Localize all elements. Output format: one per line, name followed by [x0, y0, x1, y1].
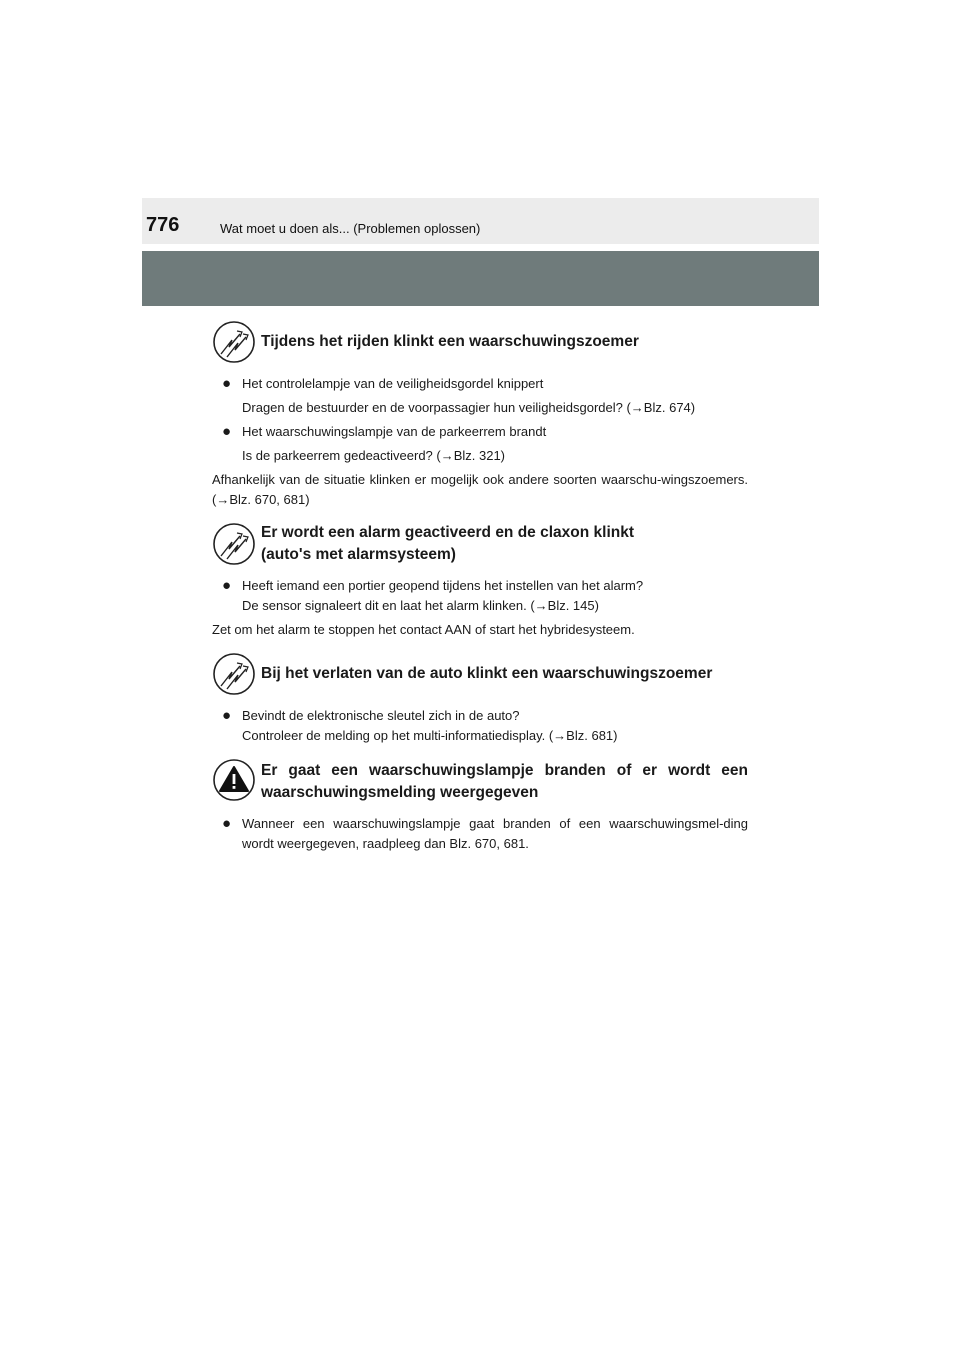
bullet-icon: ● — [222, 815, 232, 832]
section-alarm — [212, 522, 748, 640]
warning-triangle-icon — [212, 758, 256, 802]
buzzer-icon — [212, 320, 256, 364]
item-heading: Het controlelampje van de veiligheidsgordel knippert — [242, 376, 544, 391]
page-header — [142, 198, 819, 244]
heading-line: Er wordt een alarm geactiveerd en de claxon klinkt — [261, 524, 634, 541]
section-header — [212, 522, 748, 566]
item-detail: Dragen de bestuurder en de voorpassagier hun veiligheidsgordel? (→Blz. 674) — [242, 400, 696, 415]
section-leaving-buzzer — [212, 652, 748, 746]
section-heading: Tijdens het rijden klinkt een waarschuwingszoemer — [261, 333, 639, 350]
heading-line: (auto's met alarmsysteem) — [261, 546, 456, 563]
list-item — [212, 706, 748, 746]
section-driving-buzzer — [212, 320, 748, 510]
section-note: Zet om het alarm te stoppen het contact AAN of start het hybridesysteem. — [212, 622, 635, 637]
content — [212, 320, 748, 866]
section-header — [212, 652, 748, 696]
section-heading — [261, 522, 634, 566]
section-heading: Er gaat een waarschuwingslampje branden of er wordt een waarschuwingsmelding weergegeven — [261, 762, 748, 801]
item-heading: Heeft iemand een portier geopend tijdens het instellen van het alarm? — [242, 578, 644, 593]
buzzer-icon — [212, 522, 256, 566]
item-detail: De sensor signaleert dit en laat het alarm klinken. (→Blz. 145) — [242, 598, 599, 613]
page-number: 776 — [146, 214, 180, 236]
list-item — [212, 576, 748, 616]
bullet-icon: ● — [222, 707, 232, 724]
section-title: Wat moet u doen als... (Problemen oplossen) — [220, 221, 481, 236]
list-item — [212, 422, 748, 466]
list-item — [212, 374, 748, 418]
item-detail: Controleer de melding op het multi-informatiedisplay. (→Blz. 681) — [242, 728, 618, 743]
title-band — [142, 251, 819, 306]
item-detail: Wanneer een waarschuwingslampje gaat branden of een waarschuwingsmel-ding wordt weergegeven, raadpleeg dan Blz. 670, 681. — [242, 816, 748, 851]
buzzer-icon — [212, 652, 256, 696]
section-header — [212, 758, 748, 804]
section-warning-light — [212, 758, 748, 854]
item-heading: Het waarschuwingslampje van de parkeerrem brandt — [242, 424, 547, 439]
section-note: Afhankelijk van de situatie klinken er mogelijk ook andere soorten waarschu-wingszoemers. (→Blz. 670, 681) — [212, 472, 748, 507]
item-heading: Bevindt de elektronische sleutel zich in de auto? — [242, 708, 520, 723]
bullet-icon: ● — [222, 577, 232, 594]
bullet-icon: ● — [222, 375, 232, 392]
section-header — [212, 320, 748, 364]
section-heading: Bij het verlaten van de auto klinkt een waarschuwingszoemer — [261, 665, 713, 682]
bullet-icon: ● — [222, 423, 232, 440]
list-item — [212, 814, 748, 854]
item-detail: Is de parkeerrem gedeactiveerd? (→Blz. 321) — [242, 448, 506, 463]
